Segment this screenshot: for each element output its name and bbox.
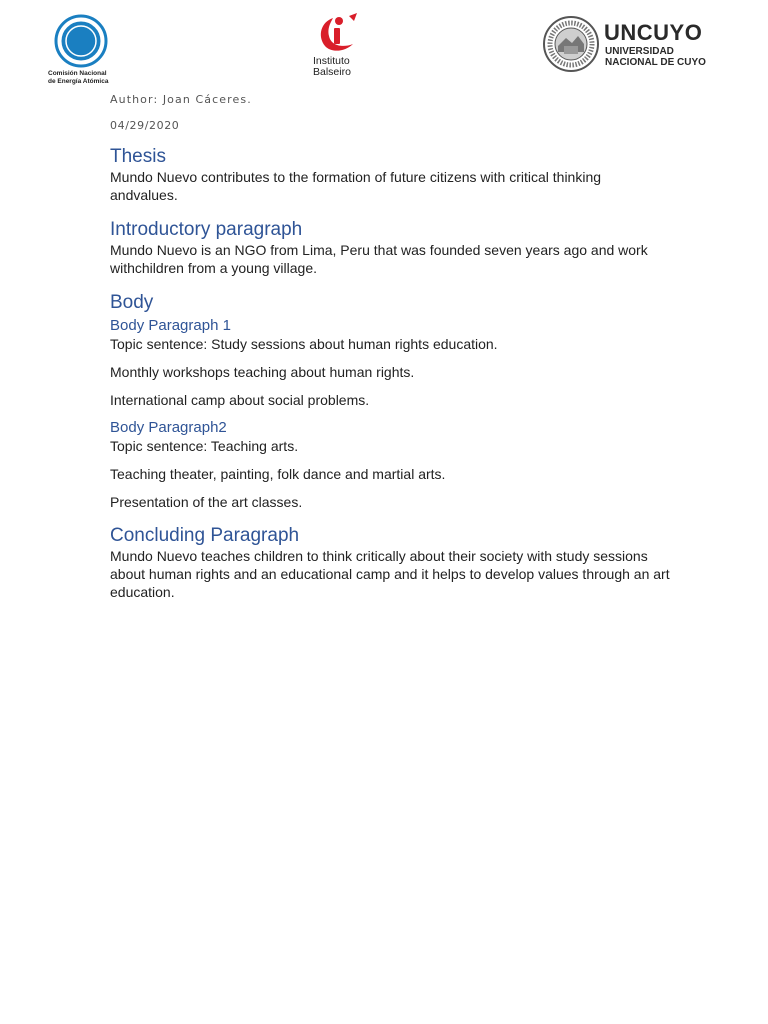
document-body xyxy=(110,93,670,601)
author-line: Author: Joan Cáceres. xyxy=(110,93,252,106)
cnea-logo xyxy=(48,14,118,85)
cnea-caption-line2: de Energía Atómica xyxy=(48,77,109,85)
cnea-caption-line1: Comisión Nacional xyxy=(48,70,107,77)
balseiro-caption-line2: Balseiro xyxy=(313,65,351,78)
intro-text: Mundo Nuevo is an NGO from Lima, Peru that was founded seven years ago and work withchildren from a young village. xyxy=(110,242,648,276)
date-line: 04/29/2020 xyxy=(110,119,180,132)
conclusion-heading: Concluding Paragraph xyxy=(110,525,300,546)
conclusion-text: Mundo Nuevo teaches children to think critically about their society with study sessions about human rights and an educational camp and it helps to develop values through an art education. xyxy=(110,548,670,600)
body-heading: Body xyxy=(110,292,154,313)
bp2-line: Teaching theater, painting, folk dance and martial arts. xyxy=(110,466,446,482)
instituto-balseiro-logo xyxy=(313,12,373,77)
uncuyo-logo xyxy=(542,14,732,74)
body-paragraph-1-heading: Body Paragraph 1 xyxy=(110,317,231,334)
uncuyo-sub-line2: NACIONAL DE CUYO xyxy=(605,57,706,68)
bp2-line: Topic sentence: Teaching arts. xyxy=(110,438,299,454)
uncuyo-seal-icon xyxy=(542,14,600,74)
uncuyo-sub-line1: UNIVERSIDAD xyxy=(605,46,674,57)
bp1-line: International camp about social problems. xyxy=(110,392,370,408)
uncuyo-name: UNCUYO xyxy=(604,20,703,45)
bp1-line: Monthly workshops teaching about human rights. xyxy=(110,364,415,380)
bp1-line: Topic sentence: Study sessions about human rights education. xyxy=(110,336,498,352)
cnea-emblem-icon xyxy=(54,14,108,68)
intro-heading: Introductory paragraph xyxy=(110,219,303,240)
bp2-line: Presentation of the art classes. xyxy=(110,494,303,510)
thesis-heading: Thesis xyxy=(110,146,166,167)
balseiro-emblem-icon xyxy=(313,12,363,54)
thesis-text: Mundo Nuevo contributes to the formation of future citizens with critical thinking andvalues. xyxy=(110,169,602,203)
balseiro-caption-line1: Instituto xyxy=(313,55,350,67)
body-paragraph-2-heading: Body Paragraph2 xyxy=(110,419,227,436)
